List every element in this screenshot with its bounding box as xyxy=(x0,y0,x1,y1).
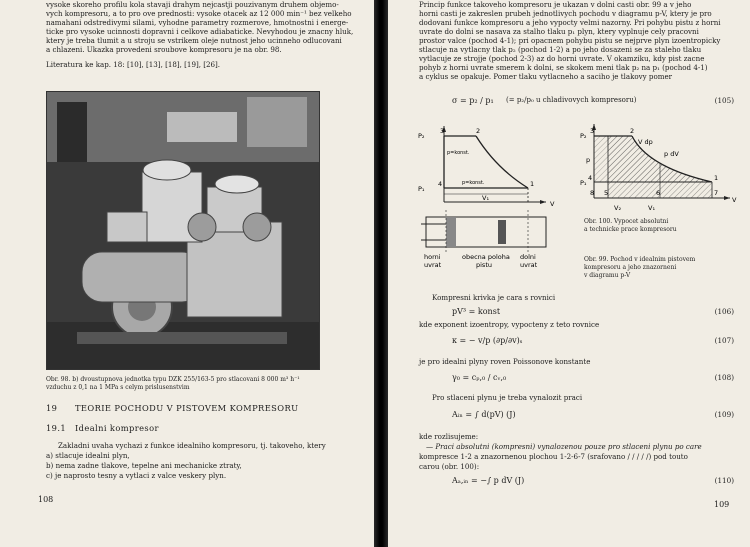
fig99-label-n4: 4 xyxy=(438,180,443,188)
book-gutter xyxy=(374,0,388,547)
fig100-label-p1: P₁ xyxy=(580,179,587,187)
poisson-line: je pro idealni plyny roven Poissonove konstante xyxy=(419,357,591,366)
right-top-line-3: dodovani funkce kompresoru a jeho vypocty velmi nazorny. Pri pohybu pistu z horni xyxy=(419,18,721,27)
fig99-label-obecna: obecna poloha xyxy=(462,253,510,261)
section-19-number: 19 xyxy=(46,403,58,413)
equation-109: Aᵢₙ = ∫ d(pV) (J) xyxy=(452,410,516,419)
exponent-line: kde exponent izoentropy, vypocteny z teto rovnice xyxy=(419,320,600,329)
fig99-label-v-axis: V xyxy=(550,200,555,208)
absolute-work-line-3: carou (obr. 100): xyxy=(419,462,480,471)
literature-line: Literatura ke kap. 18: [10], [13], [18], [19], [26]. xyxy=(46,60,221,69)
fig100-label-n6: 6 xyxy=(656,189,661,197)
left-top-line-2: vych kompresoru, a to pro ove prednosti: vysoke otacek az 12 000 min⁻¹ bez velkeho xyxy=(46,9,352,18)
fig99-label-pkonst-top: p=konst. xyxy=(447,150,470,156)
fig99-label-v1: V₁ xyxy=(482,194,490,202)
page-number-right: 109 xyxy=(714,500,730,509)
body-line-2: a) stlacuje idealni plyn, xyxy=(46,451,130,460)
fig100-label-n1: 1 xyxy=(714,174,719,182)
right-top-line-2: horni casti je zakreslen prubeh jednotlivych pochodu v diagramu p-V, ktery je pro xyxy=(419,9,712,18)
kompresni-line: Kompresni krivka je cara s rovnici xyxy=(432,293,556,302)
fig100-caption-line-2: a technicke prace kompresoru xyxy=(584,226,677,233)
fig99-label-uvrat-1: uvrat xyxy=(424,261,442,269)
equation-110-number: (110) xyxy=(714,476,734,485)
fig99-caption-line-3: v diagramu p-V xyxy=(584,272,631,279)
figure-100-diagram xyxy=(580,122,740,212)
equation-109-number: (109) xyxy=(714,410,734,419)
body-line-4: c) je naprosto tesny a vytlaci z valce veskery plyn. xyxy=(46,471,227,480)
compressor-illustration xyxy=(47,92,319,369)
fig99-caption-line-1: Obr. 99. Pochod v idealnim pistovem xyxy=(584,256,696,263)
right-top-line-9: a cyklus se opakuje. Pomer tlaku vytlacneho a saciho je tlakovy pomer xyxy=(419,72,673,81)
photo-caption-line-2: vzduchu z 0,1 na 1 MPa s celym prislusenstvim xyxy=(46,384,190,391)
fig100-label-pdv: p dV xyxy=(664,150,679,158)
section-19-title: TEORIE POCHODU V PISTOVEM KOMPRESORU xyxy=(75,403,299,413)
equation-110: Aₐ,ᵢₙ = −∫ p dV (J) xyxy=(452,476,525,485)
equation-107-number: (107) xyxy=(714,336,734,345)
fig99-label-dolni: dolni xyxy=(520,253,536,261)
right-top-line-6: stlacuje na vytlacny tlak p₂ (pochod 1-2) a po jeho dosazeni se za staleho tlaku xyxy=(419,45,702,54)
fig100-label-n5: 5 xyxy=(604,189,609,197)
page-number-left: 108 xyxy=(38,495,54,504)
equation-107: κ = − v/p (∂p/∂v)ₛ xyxy=(452,336,523,345)
equation-105-note: (= p₂/p₀ u chladivovych kompresoru) xyxy=(506,96,637,104)
compressor-photo xyxy=(46,91,320,370)
fig99-label-uvrat-2: uvrat xyxy=(520,261,538,269)
fig100-label-n3: 3 xyxy=(590,127,595,135)
left-top-line-3: namahani odstredivymi silami, vyhodne parametry rozmerove, hmotnostni i energe- xyxy=(46,18,349,27)
section-19-1-title: Idealni kompresor xyxy=(75,423,159,433)
equation-106: pV³ = konst xyxy=(452,307,501,316)
left-page xyxy=(0,0,374,547)
fig100-label-v: V xyxy=(732,196,737,204)
body-line-3: b) nema zadne tlakove, tepelne ani mechanicke ztraty, xyxy=(46,461,242,470)
left-top-line-5: ktery je treba tlumit a u stroju se vstrikem oleje nutnost jeho ucinneho odlucovani xyxy=(46,36,342,45)
equation-108: γ₀ = cₚ,₀ / cᵥ,₀ xyxy=(452,373,507,382)
right-top-line-5: prostor valce (pochod 4-1); pri opacnem pohybu pistu se nejprve plyn izoentropicky xyxy=(419,36,721,45)
right-top-line-4: uvrate do dolni se nasava za stalho tlaku p₁ plyn, ktery vyplnuje cely pracovni xyxy=(419,27,699,36)
absolute-work-line-2: kompresce 1-2 a znazornenou plochou 1-2-6-7 (srafovano / / / / /) pod touto xyxy=(419,452,688,461)
right-page xyxy=(388,0,750,547)
left-top-line-4: ticke pro vysoke ucinnosti dopravni i celkove adiabaticke. Nevyhodou je znacny hluk, xyxy=(46,27,354,36)
equation-105-number: (105) xyxy=(714,96,734,105)
equation-108-number: (108) xyxy=(714,373,734,382)
fig99-label-p1: P₁ xyxy=(418,185,425,193)
figure-99-diagram xyxy=(416,122,564,282)
photo-caption-line-1: Obr. 98. b) dvoustupnova jednotka typu DZK 255/163-5 pro stlacovani 8 000 m³ h⁻¹ xyxy=(46,376,300,383)
equation-105: σ = p₂ / p₁ xyxy=(452,96,494,105)
fig100-label-v2: V₂ xyxy=(614,204,622,212)
fig99-label-pkonst-bottom: p=konst. xyxy=(462,180,485,186)
left-top-line-6: a chlazeni. Ukazka provedeni sroubove kompresoru je na obr. 98. xyxy=(46,45,282,54)
fig100-label-p2: P₂ xyxy=(580,132,587,140)
fig99-caption-line-2: kompresoru a jeho znazorneni xyxy=(584,264,677,271)
distinguish-line: kde rozlisujeme: xyxy=(419,432,479,441)
fig99-label-horni: horni xyxy=(424,253,441,261)
fig99-label-pistu: pistu xyxy=(476,261,492,269)
fig99-label-n1: 1 xyxy=(530,180,535,188)
absolute-work-line-1: — Praci absolutni (kompresni) vynalozenou pouze pro stlaceni plynu po care xyxy=(426,442,702,451)
fig100-label-p: p xyxy=(586,156,591,164)
fig100-label-n2: 2 xyxy=(630,127,635,135)
right-top-line-1: Princip funkce takoveho kompresoru je ukazan v dolni casti obr. 99 a v jeho xyxy=(419,0,692,9)
body-line-1: Zakladni uvaha vychazi z funkce idealniho kompresoru, tj. takoveho, ktery xyxy=(58,441,326,450)
fig100-label-n4: 4 xyxy=(588,174,593,182)
fig99-label-n3: 3 xyxy=(440,127,445,135)
fig100-label-n7: 7 xyxy=(714,189,719,197)
section-19-1-number: 19.1 xyxy=(46,423,67,433)
fig99-label-n2: 2 xyxy=(476,127,481,135)
fig100-caption-line-1: Obr. 100. Vypocet absolutni xyxy=(584,218,669,225)
right-top-line-7: vytlacuje ze strojje (pochod 2-3) az do horni uvrate. V okamziku, kdy pist zacne xyxy=(419,54,705,63)
fig100-label-n8: 8 xyxy=(590,189,595,197)
equation-106-number: (106) xyxy=(714,307,734,316)
right-top-line-8: pohyb z horni uvrate smerem k dolni, se skokem meni tlak p₂ na p₁ (pochod 4-1) xyxy=(419,63,708,72)
work-line: Pro stlaceni plynu je treba vynalozit praci xyxy=(432,393,583,402)
fig100-label-vdp: V dp xyxy=(638,138,653,146)
fig99-label-p2: P₂ xyxy=(418,132,425,140)
left-top-line-1: vysoke skoreho profilu kola stavaji drahym nejcastji pouzivanym druhem objemo- xyxy=(46,0,339,9)
fig100-label-v1: V₁ xyxy=(648,204,656,212)
